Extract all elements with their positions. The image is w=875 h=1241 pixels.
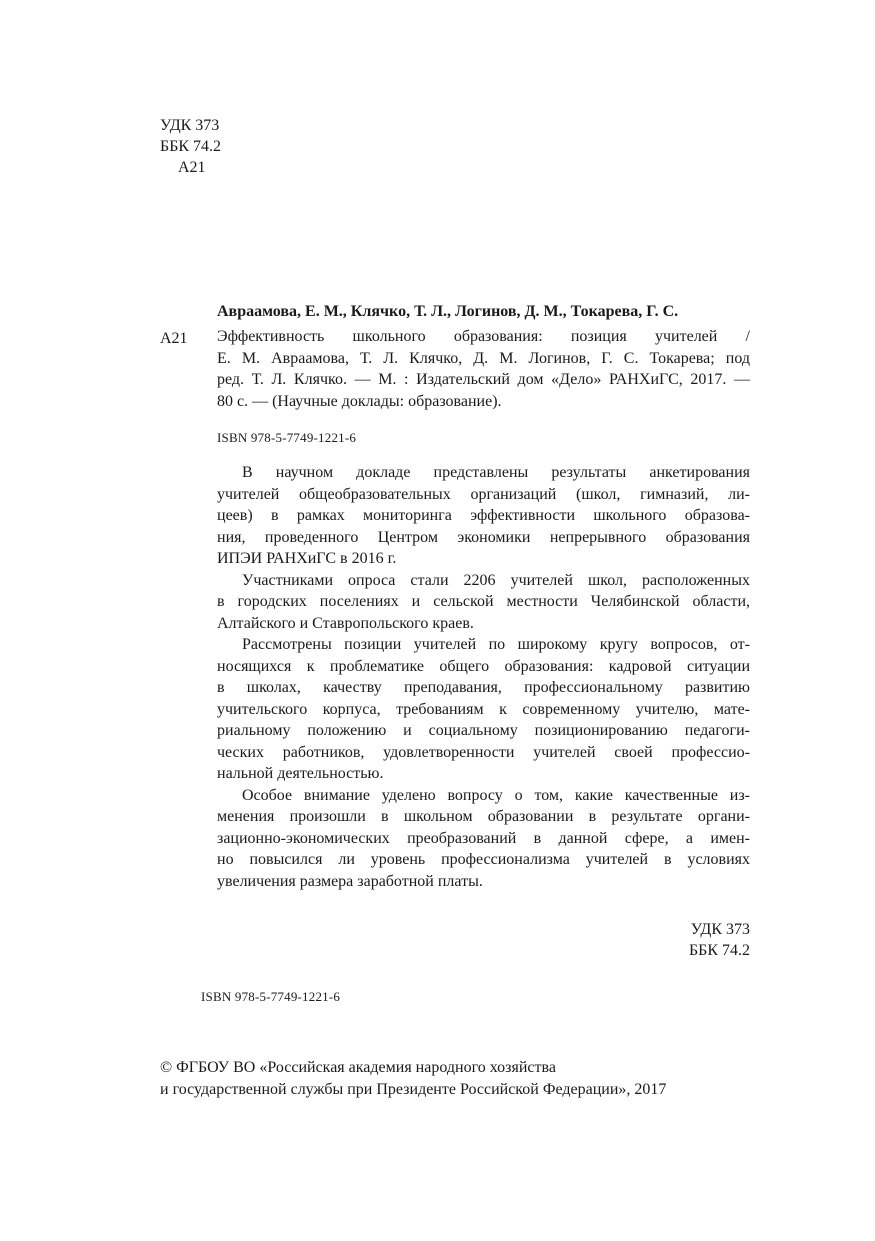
abstract-line: увеличения размера заработной платы. (217, 872, 483, 890)
bbk-code-bottom: ББК 74.2 (688, 942, 750, 959)
abstract-line: риальному положению и социальному позиционированию педагоги- (217, 722, 750, 739)
authors-heading: Авраамова, Е. М., Клячко, Т. Л., Логинов, Д. М., Токарева, Г. С. (217, 303, 679, 320)
abstract (217, 462, 750, 892)
description-line: 80 с. — (Научные доклады: образование). (217, 392, 502, 410)
abstract-line: нальной деятельностью. (217, 765, 384, 782)
author-mark: А21 (178, 159, 206, 176)
abstract-line: в городских поселениях и сельской местности Челябинской области, (217, 593, 750, 610)
bottom-classification-codes (660, 919, 750, 961)
abstract-line: учителей общеобразовательных организаций (школ, гимназий, ли- (217, 485, 750, 503)
abstract-line: ИПЭИ РАНХиГС в 2016 г. (217, 550, 397, 567)
abstract-line: Рассмотрены позиции учителей по широкому кругу вопросов, от- (242, 636, 750, 653)
abstract-paragraph-4 (217, 785, 750, 893)
top-classification-codes (160, 115, 221, 178)
copyright-line: и государственной службы при Президенте Российской Федерации», 2017 (160, 1081, 667, 1098)
copyright-notice (160, 1057, 666, 1101)
abstract-line: менения произошли в школьном образовании в результате органи- (217, 808, 750, 825)
abstract-line: цеев) в рамках мониторинга эффективности школьного образова- (217, 507, 750, 524)
copyright-line: © ФГБОУ ВО «Российская академия народного хозяйства (160, 1059, 556, 1076)
isbn-bottom: ISBN 978-5-7749-1221-6 (201, 989, 341, 1004)
abstract-line: ния, проведенного Центром экономики непрерывного образования (217, 528, 750, 546)
abstract-line: но повысился ли уровень профессионализма учителей в условиях (217, 851, 750, 868)
abstract-line: Алтайского и Ставропольского краев. (217, 614, 474, 632)
abstract-line: носящихся к проблематике общего образования: кадровой ситуации (217, 657, 750, 675)
bbk-code: ББК 74.2 (160, 138, 222, 155)
abstract-line: В научном докладе представлены результаты анкетирования (242, 464, 750, 481)
abstract-line: Особое внимание уделено вопросу о том, какие качественные из- (242, 786, 750, 804)
abstract-line: Участниками опроса стали 2206 учителей школ, расположенных (242, 571, 750, 589)
bibliographic-description (217, 326, 750, 412)
abstract-line: в школах, качеству преподавания, профессиональному развитию (217, 679, 750, 696)
isbn-entry: ISBN 978-5-7749-1221-6 (217, 430, 357, 445)
abstract-line: зационно-экономических преобразований в данной сфере, а имен- (217, 829, 750, 847)
udk-code-bottom: УДК 373 (690, 921, 750, 938)
abstract-paragraph-2 (217, 570, 750, 635)
abstract-paragraph-3 (217, 634, 750, 785)
udk-code: УДК 373 (160, 117, 220, 134)
abstract-line: ческих работников, удовлетворенности учителей своей профессио- (217, 743, 750, 761)
description-line: Эффективность школьного образования: позиция учителей / (217, 328, 750, 345)
description-line: Е. М. Авраамова, Т. Л. Клячко, Д. М. Логинов, Г. С. Токарева; под (217, 349, 750, 367)
abstract-line: учительского корпуса, требованиям к современному учителю, мате- (217, 700, 750, 718)
description-line: ред. Т. Л. Клячко. — М. : Издательский дом «Дело» РАНХиГС, 2017. — (217, 371, 750, 388)
entry-side-code: А21 (160, 330, 188, 347)
abstract-paragraph-1 (217, 462, 750, 570)
